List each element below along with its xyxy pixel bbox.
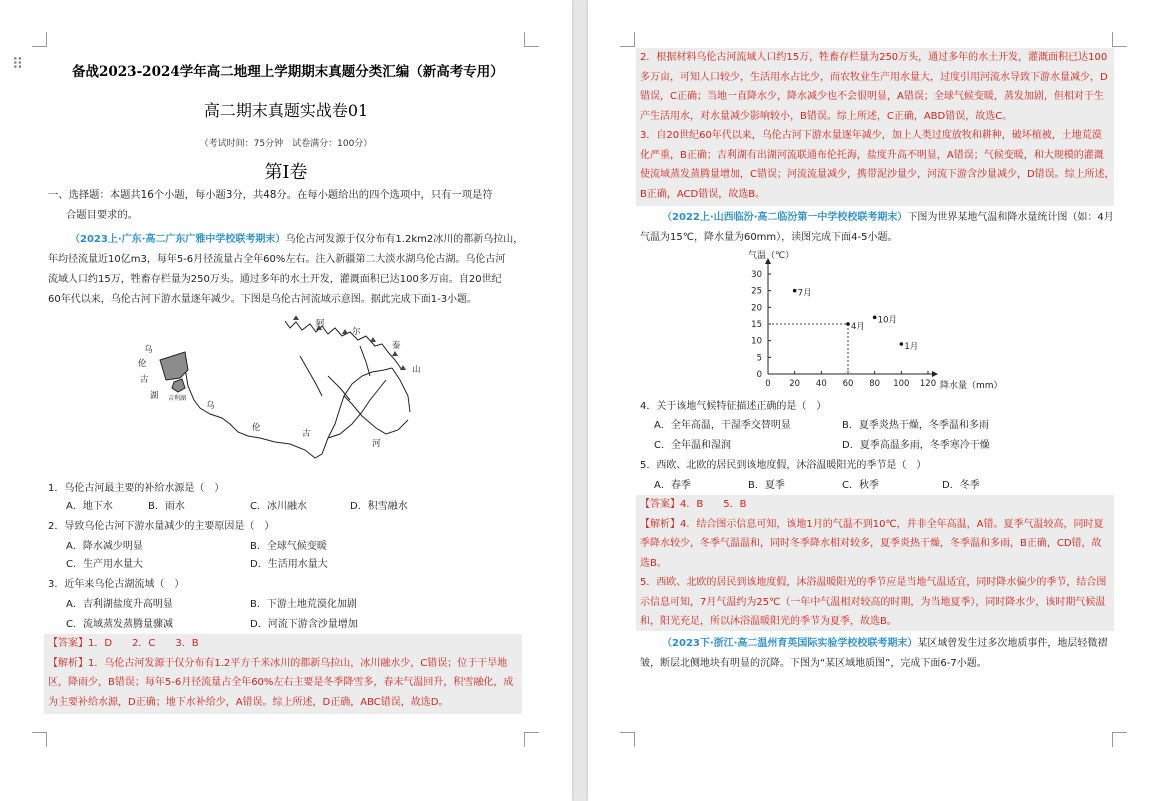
analysis-block-q2-q3 xyxy=(636,48,1114,206)
analysis-line: 【解析】1．乌伦古河发源于仅分布有1.2平方千米冰川的都新乌拉山，冰川融水少，C错误；位于干旱地 xyxy=(48,657,508,669)
passage-1 xyxy=(48,230,523,250)
chart-axes xyxy=(765,258,938,377)
crop-mark xyxy=(1112,732,1127,747)
analysis-line: 示信息可知，7月气温约为25℃（一年中气温相对较高的时期，为当地夏季），同时降水少，该时期气候温 xyxy=(640,596,1106,608)
x-tick-label: 40 xyxy=(815,379,827,389)
analysis-line: 和，阳光充足，所以沐浴温暖阳光的季节为夏季，故选B。 xyxy=(640,616,897,627)
analysis-line: 使流域蒸发蒸腾量增加，C错误；河流流量减少，携带泥沙量少，河流下游含沙量减少，D错误。综上所述， xyxy=(640,169,1115,180)
tributary xyxy=(360,346,370,376)
analysis-line: 化严重，B正确；吉利湖有出湖河流联通布伦托海，盐度升高不明显，A错误；气候变暖，和大规模的灌溉 xyxy=(640,149,1104,161)
q3-option-d: D．河流下游含沙量增加 xyxy=(250,619,358,630)
analysis-line: 多万亩，可知人口较少，生活用水占比少，而农牧业生产用水量大，过度引用河流水导致下游水量减少，D xyxy=(640,71,1108,83)
q1-option-a: A．地下水 xyxy=(66,501,113,512)
map-label-mountain: 山 xyxy=(412,365,421,375)
q2-option-c: C．生产用水量大 xyxy=(66,559,143,570)
x-tick-label: 60 xyxy=(842,379,854,389)
section-heading: 一、选择题：本题共16个小题，每小题3分，共48分。在每小题给出的四个选项中，只有一项是符 xyxy=(48,189,493,201)
analysis-line: 3．自20世纪60年代以来，乌伦古河下游水量逐年减少，加上人类过度放牧和耕种，破坏植被，土地荒漠 xyxy=(640,130,1102,141)
q5-option-a: A．春季 xyxy=(654,480,691,491)
analysis-line: 区，降雨少，B错误；每年5-6月径流量占全年60%左右主要是冬季降雪多，春末气温回升，积雪融化，成 xyxy=(48,677,514,688)
passage-3 xyxy=(640,634,1107,654)
analysis-line: 2．根据材料乌伦古河流域人口约15万，牲畜存栏量为250万头，通过多年的水土开发，灌溉面积已达100 xyxy=(640,52,1108,63)
map-label-mountain: 尔 xyxy=(352,327,361,337)
climate-scatter-chart xyxy=(738,246,1018,396)
crop-mark xyxy=(620,32,635,47)
x-tick-label: 0 xyxy=(765,379,771,389)
y-tick-label: 10 xyxy=(751,336,762,347)
passage-text: 年均径流量近10亿m3，每年5-6月径流量占全年60%左右。注入新疆第二大淡水湖乌伦古湖。乌伦古河 xyxy=(48,254,506,265)
q2-option-d: D．生活用水量大 xyxy=(250,559,328,570)
analysis-line: 季降水较少，冬季气温温和，同时冬季降水相对较多，夏季炎热干燥，冬季温和多雨，B正确，CD错，故 xyxy=(640,538,1102,549)
q1-option-c: C．冰川融水 xyxy=(250,501,307,512)
map-label-river: 伦 xyxy=(252,423,261,433)
analysis-line: B正确，ACD错误，故选B。 xyxy=(640,188,766,200)
y-tick-label: 20 xyxy=(751,303,762,314)
map-label-lake: 古 xyxy=(140,375,149,385)
q2-option-b: B．全球气候变暖 xyxy=(250,541,327,552)
analysis-line: 选B。 xyxy=(640,557,667,569)
map-label-lake: 伦 xyxy=(138,359,147,369)
section-heading-cont: 合题目要求的。 xyxy=(66,209,139,221)
y-tick-label: 30 xyxy=(751,270,762,280)
q4-option-a: A．全年高温，干湿季交替明显 xyxy=(654,420,791,431)
y-axis-label: 气温（℃） xyxy=(748,251,795,261)
map-label-river: 河 xyxy=(372,439,381,449)
series-title: 备战2023-2024学年高二地理上学期期末真题分类汇编（新高考专用） xyxy=(72,64,504,80)
q3-option-a: A．吉利湖盐度升高明显 xyxy=(66,599,173,610)
x-axis-label: 降水量（mm） xyxy=(940,381,1003,391)
map-label-jili-lake: 吉利湖 xyxy=(168,395,187,402)
exam-info: （考试时间：75分钟 试卷满分：100分） xyxy=(199,139,373,149)
q4-option-d: D．夏季高温多雨，冬季寒冷干燥 xyxy=(842,440,990,451)
right-page xyxy=(588,0,1169,801)
map-label-lake: 湖 xyxy=(150,391,159,401)
crop-mark xyxy=(524,32,539,47)
passage-text: 流域人口约15万，牲畜存栏量为250万头。通过多年的水土开发，灌溉面积已达100多万亩。自20世纪 xyxy=(48,274,502,285)
left-page xyxy=(0,0,572,801)
exam-title: 高二期末真题实战卷01 xyxy=(203,101,369,120)
analysis-line: 错误，C正确；当地一直降水少，降水减少也不会很明显，A错误；全球气候变暖，蒸发加剧，但相对于生 xyxy=(640,91,1104,102)
y-tick-label: 0 xyxy=(756,370,762,380)
passage-2 xyxy=(640,208,1114,228)
q3-option-c: C．流域蒸发蒸腾量骤减 xyxy=(66,619,173,630)
x-tick-label: 80 xyxy=(869,379,881,389)
data-point-10月 xyxy=(873,316,877,320)
question-1: 1．乌伦古河最主要的补给水源是（ ） xyxy=(48,483,225,494)
data-point-label: 7月 xyxy=(797,288,812,299)
x-tick-label: 20 xyxy=(789,379,801,389)
q4-option-b: B．夏季炎热干燥，冬季温和多雨 xyxy=(842,420,989,431)
map-label-lake: 乌 xyxy=(144,345,153,355)
answer-line: 【答案】1．D 2．C 3．B xyxy=(48,638,199,649)
mountain-ridge xyxy=(285,321,402,370)
q5-option-b: B．夏季 xyxy=(748,480,785,491)
jili-lake-shape xyxy=(172,379,185,392)
answer-block xyxy=(44,634,522,714)
analysis-line: 【解析】4．结合图示信息可知，该地1月的气温不到10℃，并非全年高温，A错。夏季气温较高，同时夏 xyxy=(640,518,1104,530)
map-label-mountain: 阿 xyxy=(316,319,325,329)
question-4: 4．关于该地气候特征描述正确的是（ ） xyxy=(640,401,827,412)
ulungur-lake-shape xyxy=(160,352,188,380)
data-point-4月 xyxy=(846,322,850,326)
passage-text: 乌伦古河发源于仅分布有1.2km2冰川的都新乌拉山， xyxy=(285,234,524,245)
question-2: 2．导致乌伦古河下游水量减少的主要原因是（ ） xyxy=(48,521,275,532)
q1-option-d: D．积雪融水 xyxy=(350,501,408,512)
q1-option-b: B．雨水 xyxy=(148,501,185,512)
river-basin-map xyxy=(130,316,430,472)
analysis-line: 为主要补给水源，D正确；地下水补给少，A错误。综上所述，D正确，ABC错误，故选D。 xyxy=(48,696,449,708)
q5-option-c: C．秋季 xyxy=(842,480,879,491)
tributary xyxy=(328,376,350,400)
x-tick-label: 120 xyxy=(919,379,937,389)
volume-heading: 第Ⅰ卷 xyxy=(264,162,308,183)
passage-text: 下图为世界某地气温和降水量统计图（如：4月 xyxy=(907,212,1114,223)
x-tick-label: 100 xyxy=(893,379,910,389)
source-tag: （2023上·广东·高二广东广雅中学校联考期末） xyxy=(70,234,286,245)
passage-text: 气温为15℃，降水量为60mm），读图完成下面4-5小题。 xyxy=(640,232,898,243)
q2-option-a: A．降水减少明显 xyxy=(66,541,143,552)
data-point-1月 xyxy=(900,342,904,346)
analysis-line: 产生活用水，对水量减少影响较小，B错误。综上所述，C正确，ABD错误，故选C。 xyxy=(640,110,1013,122)
y-tick-label: 15 xyxy=(751,320,762,330)
data-point-label: 10月 xyxy=(877,315,897,326)
passage-text: 某区域曾发生过多次地质事件，地层轻微褶 xyxy=(917,638,1108,649)
source-tag: （2023下·浙江·高二温州育英国际实验学校校联考期末） xyxy=(662,638,918,649)
tributary xyxy=(300,356,322,396)
q4-option-c: C．全年温和湿润 xyxy=(654,440,731,451)
q3-option-b: B．下游土地荒漠化加剧 xyxy=(250,599,357,610)
question-3: 3．近年来乌伦古湖流域（ ） xyxy=(48,579,185,590)
crop-mark xyxy=(524,732,539,747)
answer-block-2 xyxy=(636,495,1114,631)
map-label-mountain: 泰 xyxy=(392,341,401,351)
map-label-river: 乌 xyxy=(206,401,215,411)
crop-mark xyxy=(32,32,47,47)
y-tick-label: 5 xyxy=(756,353,762,364)
analysis-line: 5．西欧、北欧的居民到该地度假，沐浴温暖阳光的季节应是当地气温适宜，同时降水偏少的季节，结合图 xyxy=(640,577,1107,588)
crop-mark xyxy=(32,732,47,747)
drag-handle-icon[interactable]: ⠿ xyxy=(12,55,22,73)
passage-text: 皱，断层北侧地块有明显的沉降。下图为“某区域地质图”，完成下面6-7小题。 xyxy=(640,658,987,669)
source-tag: （2022上·山西临汾·高二临汾第一中学校校联考期末） xyxy=(662,212,908,223)
tributary xyxy=(392,368,410,412)
q5-option-d: D．冬季 xyxy=(942,480,980,491)
river-main xyxy=(180,368,392,458)
data-point-label: 1月 xyxy=(904,342,919,352)
data-point-7月 xyxy=(793,289,797,293)
crop-mark xyxy=(620,732,635,747)
question-5: 5．西欧、北欧的居民到该地度假，沐浴温暖阳光的季节是（ ） xyxy=(640,460,927,471)
answer-line: 【答案】4．B 5．B xyxy=(640,499,747,510)
x-axis-arrow xyxy=(932,371,938,377)
y-tick-label: 25 xyxy=(751,286,762,297)
data-point-label: 4月 xyxy=(851,322,865,332)
tributary xyxy=(344,396,408,434)
passage-text: 60年代以来，乌伦古河下游水量逐年减少。下图是乌伦古河流域示意图。据此完成下面1-3小题。 xyxy=(48,294,478,305)
crop-mark xyxy=(1112,32,1127,47)
map-label-river: 古 xyxy=(302,429,311,439)
